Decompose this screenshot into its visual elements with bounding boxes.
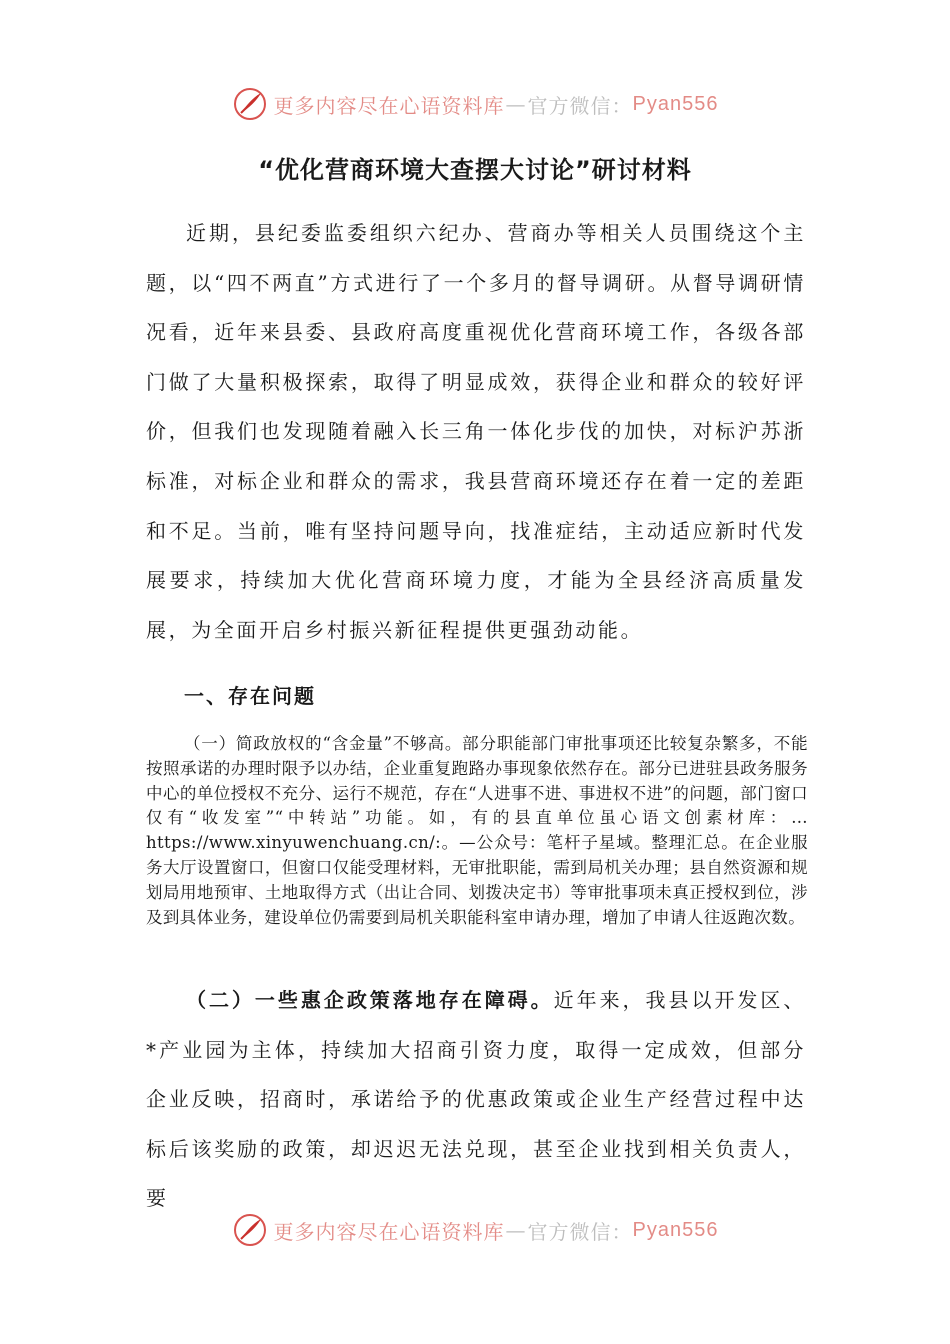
banner-slogan: 更多内容尽在心语资料库 <box>273 93 505 118</box>
item-1-paragraph: （一）简政放权的“含金量”不够高。部分职能部门审批事项还比较复杂繁多，不能按照承诺的办理时限予以办结，企业重复跑路办事现象依然存在。部分已进驻县政务服务中心的单位授权不充分、运行不规范，存在“人进事不进、事进权不进”的问题，部门窗口仅有“收发室”“中转站”功能。如，有的县直单位虽心语文创素材库：…https://www.xinyuwenchuang.cn/:。—公众号：笔杆子星域。整理汇总。在企业服务大厅设置窗口，但窗口仅能受理材料，无审批职能，需到局机关办理；县自然资源和规划局用地预审、土地取得方式（出让合同、划拨决定书）等审批事项未真正授权到位，涉及到具体业务，建设单位仍需要到局机关职能科室申请办理，增加了申请人往返跑次数。 <box>146 734 808 927</box>
intro-paragraph: 近期，县纪委监委组织六纪办、营商办等相关人员围绕这个主题，以“四不两直”方式进行了一个多月的督导调研。从督导调研情况看，近年来县委、县政府高度重视优化营商环境工作，各级各部门做了大量积极探索，取得了明显成效，获得企业和群众的较好评价，但我们也发现随着融入长三角一体化步伐的加快，对标沪苏浙标准，对标企业和群众的需求，我县营商环境还存在着一定的差距和不足。当前，唯有坚持问题导向，找准症结，主动适应新时代发展要求，持续加大优化营商环境力度，才能为全县经济高质量发展，为全面开启乡村振兴新征程提供更强劲动能。 <box>146 221 806 642</box>
item-2-paragraph <box>146 976 806 1224</box>
header-watermark-banner <box>0 82 950 126</box>
banner-wechat-label: 官方微信： <box>527 1219 633 1244</box>
banner-separator: — <box>505 1218 527 1242</box>
banner-slogan: 更多内容尽在心语资料库 <box>273 1219 505 1244</box>
banner-wechat-label: 官方微信： <box>527 93 633 118</box>
document-title: “优化营商环境大查摆大讨论”研讨材料 <box>258 156 692 184</box>
banner-separator: — <box>505 92 527 116</box>
quill-logo-icon <box>232 86 268 122</box>
banner-wechat-id: Pyan556 <box>632 92 719 115</box>
quill-logo-icon <box>232 1212 268 1248</box>
footer-watermark-banner <box>0 1208 950 1252</box>
item-2-lead: （二）一些惠企政策落地存在障碍。 <box>186 988 554 1012</box>
section-heading-problems: 一、存在问题 <box>184 684 316 708</box>
banner-wechat-id: Pyan556 <box>632 1218 719 1241</box>
item-2-body: 近年来，我县以开发区、*产业园为主体，持续加大招商引资力度，取得一定成效，但部分企业反映，招商时，承诺给予的优惠政策或企业生产经营过程中达标后该奖励的政策，却迟迟无法兑现，甚至企业找到相关负责人，要 <box>146 988 806 1211</box>
